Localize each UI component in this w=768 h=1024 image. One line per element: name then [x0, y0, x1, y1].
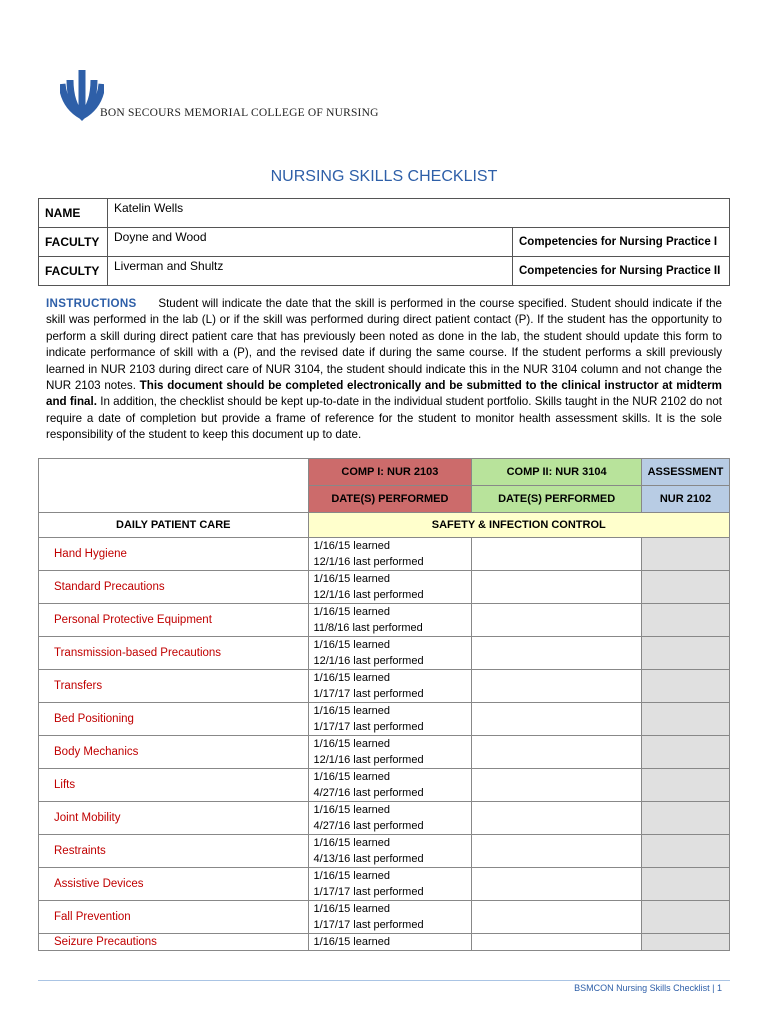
learned-date: 1/16/15 learned — [313, 837, 390, 849]
skill-name: Joint Mobility — [39, 802, 309, 835]
skill-row — [39, 670, 730, 703]
skill-row — [39, 637, 730, 670]
learned-date: 1/16/15 learned — [313, 771, 390, 783]
last-performed-date: 12/1/16 last performed — [313, 655, 424, 667]
skill-name: Lifts — [39, 769, 309, 802]
competency-1: Competencies for Nursing Practice I — [513, 228, 730, 257]
assessment-cell[interactable] — [642, 868, 730, 901]
comp2-subheader: DATE(S) PERFORMED — [472, 486, 642, 513]
learned-date: 1/16/15 learned — [313, 804, 390, 816]
assessment-header: ASSESSMENT — [642, 459, 730, 486]
comp1-dates[interactable] — [308, 934, 472, 951]
learned-date: 1/16/15 learned — [313, 936, 390, 948]
instructions-bold: This document should be completed electronically and be submitted to the clinical instructor at midterm and final. — [46, 379, 722, 409]
comp2-dates[interactable] — [472, 703, 642, 736]
assessment-cell[interactable] — [642, 637, 730, 670]
safety-section-header: SAFETY & INFECTION CONTROL — [308, 513, 729, 538]
faculty-value-2[interactable]: Liverman and Shultz — [108, 257, 513, 286]
comp2-dates[interactable] — [472, 868, 642, 901]
skill-name: Hand Hygiene — [39, 538, 309, 571]
last-performed-date: 4/27/16 last performed — [313, 787, 424, 799]
learned-date: 1/16/15 learned — [313, 738, 390, 750]
learned-date: 1/16/15 learned — [313, 870, 390, 882]
assessment-cell[interactable] — [642, 835, 730, 868]
assessment-subheader: NUR 2102 — [642, 486, 730, 513]
comp2-dates[interactable] — [472, 670, 642, 703]
assessment-cell[interactable] — [642, 571, 730, 604]
comp2-dates[interactable] — [472, 604, 642, 637]
skill-name: Standard Precautions — [39, 571, 309, 604]
comp2-dates[interactable] — [472, 835, 642, 868]
faculty-label-1: FACULTY — [39, 228, 108, 257]
skill-name: Transmission-based Precautions — [39, 637, 309, 670]
instructions-text-2: In addition, the checklist should be kept up-to-date in the individual student portfolio. Skills taught in the NUR 2102 do not require a date of completion but provide a frame of reference for the student to monitor health assessment skills. It is the sole responsibility of the student to keep this document up to date. — [46, 395, 723, 442]
assessment-cell[interactable] — [642, 901, 730, 934]
comp2-dates[interactable] — [472, 934, 642, 951]
skill-row — [39, 736, 730, 769]
skill-row — [39, 835, 730, 868]
name-label: NAME — [39, 199, 108, 228]
comp1-dates[interactable] — [308, 670, 472, 703]
skill-row — [39, 604, 730, 637]
name-value[interactable]: Katelin Wells — [108, 199, 730, 228]
competency-2: Competencies for Nursing Practice II — [513, 257, 730, 286]
skill-row — [39, 703, 730, 736]
college-name: BON SECOURS MEMORIAL COLLEGE OF NURSING — [100, 107, 379, 119]
college-emblem-icon — [60, 70, 104, 122]
skill-name: Fall Prevention — [39, 901, 309, 934]
comp2-header: COMP II: NUR 3104 — [472, 459, 642, 486]
skill-row — [39, 868, 730, 901]
skill-name: Bed Positioning — [39, 703, 309, 736]
college-logo — [60, 70, 390, 122]
student-info-table — [38, 198, 730, 286]
learned-date: 1/16/15 learned — [313, 903, 390, 915]
header-blank — [39, 459, 309, 513]
learned-date: 1/16/15 learned — [313, 672, 390, 684]
skills-table — [38, 458, 730, 951]
instructions-label: INSTRUCTIONS — [46, 297, 137, 310]
learned-date: 1/16/15 learned — [313, 606, 390, 618]
comp1-dates[interactable] — [308, 736, 472, 769]
skill-name: Assistive Devices — [39, 868, 309, 901]
skill-row — [39, 571, 730, 604]
comp2-dates[interactable] — [472, 769, 642, 802]
page-title: NURSING SKILLS CHECKLIST — [270, 168, 498, 185]
skill-row — [39, 538, 730, 571]
instructions-block — [46, 296, 722, 444]
last-performed-date: 1/17/17 last performed — [313, 919, 424, 931]
comp2-dates[interactable] — [472, 901, 642, 934]
comp1-header: COMP I: NUR 2103 — [308, 459, 472, 486]
daily-care-header: DAILY PATIENT CARE — [39, 513, 309, 538]
comp1-dates[interactable] — [308, 637, 472, 670]
skill-name: Restraints — [39, 835, 309, 868]
skill-row — [39, 802, 730, 835]
last-performed-date: 1/17/17 last performed — [313, 688, 424, 700]
footer-divider — [38, 980, 730, 981]
last-performed-date: 11/8/16 last performed — [313, 622, 423, 634]
learned-date: 1/16/15 learned — [313, 540, 390, 552]
skill-row — [39, 934, 730, 951]
assessment-cell[interactable] — [642, 538, 730, 571]
comp1-dates[interactable] — [308, 538, 472, 571]
comp1-dates[interactable] — [308, 868, 472, 901]
assessment-cell[interactable] — [642, 802, 730, 835]
last-performed-date: 4/27/16 last performed — [313, 820, 424, 832]
last-performed-date: 12/1/16 last performed — [313, 556, 424, 568]
last-performed-date: 1/17/17 last performed — [313, 886, 424, 898]
assessment-cell[interactable] — [642, 736, 730, 769]
last-performed-date: 12/1/16 last performed — [313, 589, 424, 601]
last-performed-date: 4/13/16 last performed — [313, 853, 424, 865]
assessment-cell[interactable] — [642, 670, 730, 703]
comp1-subheader: DATE(S) PERFORMED — [308, 486, 472, 513]
learned-date: 1/16/15 learned — [313, 639, 390, 651]
comp1-dates[interactable] — [308, 835, 472, 868]
comp2-dates[interactable] — [472, 736, 642, 769]
learned-date: 1/16/15 learned — [313, 705, 390, 717]
assessment-cell[interactable] — [642, 604, 730, 637]
comp1-dates[interactable] — [308, 571, 472, 604]
comp2-dates[interactable] — [472, 538, 642, 571]
skill-name: Seizure Precautions — [39, 934, 309, 951]
learned-date: 1/16/15 learned — [313, 573, 390, 585]
skill-row — [39, 769, 730, 802]
comp1-dates[interactable] — [308, 703, 472, 736]
comp1-dates[interactable] — [308, 604, 472, 637]
comp1-dates[interactable] — [308, 802, 472, 835]
assessment-cell[interactable] — [642, 703, 730, 736]
skill-name: Transfers — [39, 670, 309, 703]
skill-name: Personal Protective Equipment — [39, 604, 309, 637]
skill-row — [39, 901, 730, 934]
comp2-dates[interactable] — [472, 571, 642, 604]
comp2-dates[interactable] — [472, 802, 642, 835]
assessment-cell[interactable] — [642, 934, 730, 951]
last-performed-date: 1/17/17 last performed — [313, 721, 424, 733]
assessment-cell[interactable] — [642, 769, 730, 802]
page-footer: BSMCON Nursing Skills Checklist | 1 — [574, 983, 722, 993]
comp1-dates[interactable] — [308, 901, 472, 934]
faculty-value-1[interactable]: Doyne and Wood — [108, 228, 513, 257]
skill-name: Body Mechanics — [39, 736, 309, 769]
comp2-dates[interactable] — [472, 637, 642, 670]
faculty-label-2: FACULTY — [39, 257, 108, 286]
comp1-dates[interactable] — [308, 769, 472, 802]
last-performed-date: 12/1/16 last performed — [313, 754, 424, 766]
instructions-text-1: Student will indicate the date that the skill is performed in the course specified. Student should indicate if the skill was performed in the lab (L) or if the skill was performed during direct patient contact (P). If the student has the opportunity to perform a skill during direct patient care that has previously been noted as done in the lab, the student should update this form to indicate performance of skill with a (P), and the revised date if during the same course. If the student performs a skill previously learned in NUR 2103 during direct care of NUR 3104, the student should indicate this in the NUR 3104 column and not change the NUR 2103 notes. — [46, 297, 722, 393]
